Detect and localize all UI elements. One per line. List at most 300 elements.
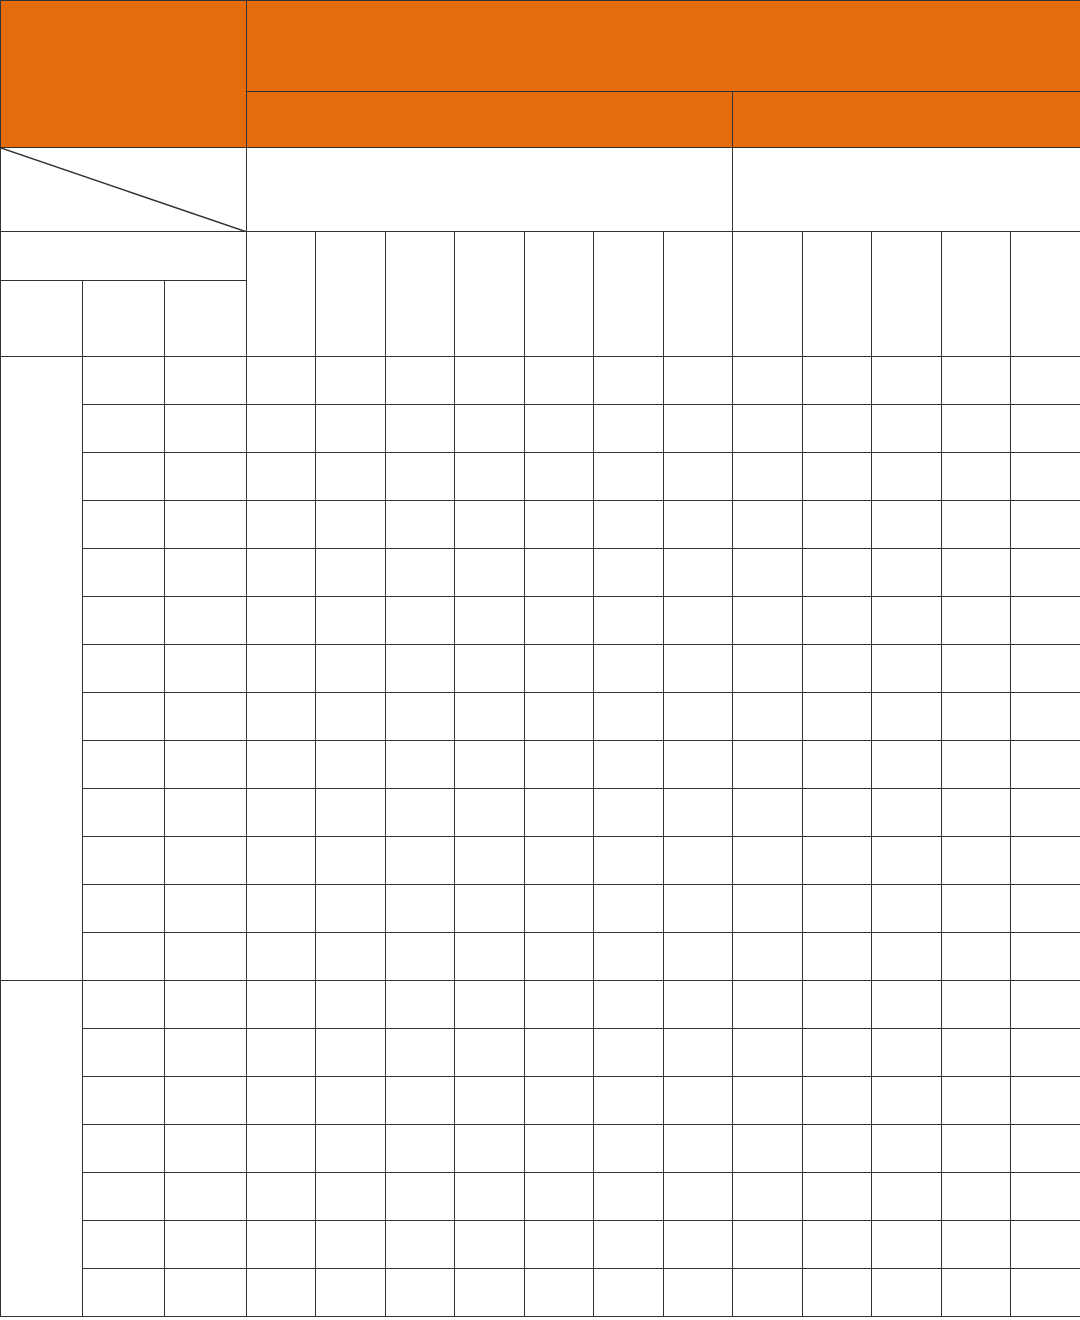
duty-cell: [525, 981, 594, 1029]
duty-cell: [942, 741, 1011, 789]
duty-cell: [316, 693, 386, 741]
staff-name: [733, 232, 803, 357]
duty-cell: [525, 741, 594, 789]
duty-cell: [803, 549, 872, 597]
duty-cell: [733, 693, 803, 741]
duty-cell: [525, 357, 594, 405]
duty-cell: [1011, 645, 1080, 693]
office-name-quality: [733, 92, 1080, 148]
staff-name-char: [455, 275, 524, 310]
duty-cell: [247, 549, 316, 597]
duty-cell: [455, 789, 525, 837]
duty-cell: [942, 789, 1011, 837]
weekday-cell: [165, 789, 247, 837]
staff-name-char: [942, 240, 1010, 275]
duty-cell: [455, 1077, 525, 1125]
duty-cell: [1011, 741, 1080, 789]
duty-cell: [942, 693, 1011, 741]
staff-name-char: [664, 310, 732, 345]
duty-cell: [594, 933, 664, 981]
duty-cell: [664, 1221, 733, 1269]
table-row: [1, 981, 1080, 1029]
duty-cell: [316, 1221, 386, 1269]
duty-cell: [316, 1125, 386, 1173]
day-label: [83, 281, 165, 357]
duty-cell: [386, 693, 455, 741]
duty-cell: [803, 645, 872, 693]
day-cell: [83, 837, 165, 885]
duty-cell: [525, 597, 594, 645]
table-row: [1, 1173, 1080, 1221]
table-row: [1, 789, 1080, 837]
staff-name-char: [1011, 310, 1080, 345]
duty-cell: [455, 885, 525, 933]
duty-cell: [803, 981, 872, 1029]
duty-cell: [386, 1269, 455, 1317]
duty-cell: [247, 357, 316, 405]
duty-cell: [872, 1125, 942, 1173]
duty-cell: [247, 453, 316, 501]
duty-cell: [872, 741, 942, 789]
name-label: [1, 232, 247, 281]
duty-cell: [594, 453, 664, 501]
day-cell: [83, 1269, 165, 1317]
staff-name-char: [872, 310, 941, 345]
duty-cell: [247, 789, 316, 837]
duty-cell: [594, 405, 664, 453]
duty-cell: [872, 933, 942, 981]
day-cell: [83, 789, 165, 837]
duty-cell: [594, 693, 664, 741]
duty-cell: [386, 741, 455, 789]
table-row: [1, 597, 1080, 645]
duty-cell: [455, 1221, 525, 1269]
duty-cell: [664, 837, 733, 885]
duty-cell: [455, 741, 525, 789]
table-row: [1, 405, 1080, 453]
staff-name-char: [872, 275, 941, 310]
duty-cell: [1011, 1077, 1080, 1125]
duty-cell: [525, 1077, 594, 1125]
duty-cell: [1011, 357, 1080, 405]
duty-cell: [872, 885, 942, 933]
staff-name-char: [455, 310, 524, 345]
duty-cell: [733, 1221, 803, 1269]
weekday-cell: [165, 645, 247, 693]
duty-cell: [803, 1221, 872, 1269]
weekday-cell: [165, 357, 247, 405]
duty-cell: [455, 1125, 525, 1173]
staff-name-char: [1011, 275, 1080, 310]
staff-name-char: [733, 275, 802, 310]
duty-cell: [594, 1125, 664, 1173]
duty-cell: [316, 549, 386, 597]
staff-name-char: [594, 275, 663, 310]
duty-cell: [733, 837, 803, 885]
table-row: [1, 741, 1080, 789]
office-name-project: [247, 92, 733, 148]
duty-cell: [525, 933, 594, 981]
duty-cell: [664, 357, 733, 405]
staff-name-char: [525, 275, 593, 310]
duty-cell: [872, 789, 942, 837]
duty-cell: [316, 981, 386, 1029]
duty-cell: [942, 501, 1011, 549]
duty-cell: [664, 645, 733, 693]
month-cell: [1, 357, 83, 981]
duty-cell: [316, 501, 386, 549]
duty-cell: [525, 1173, 594, 1221]
duty-cell: [872, 453, 942, 501]
staff-name-char: [803, 310, 871, 345]
day-cell: [83, 357, 165, 405]
duty-cell: [733, 1125, 803, 1173]
duty-cell: [525, 885, 594, 933]
duty-cell: [942, 597, 1011, 645]
duty-cell: [1011, 1125, 1080, 1173]
duty-cell: [664, 693, 733, 741]
table-row: [1, 693, 1080, 741]
duty-cell: [316, 933, 386, 981]
table-row: [1, 933, 1080, 981]
duty-cell: [803, 837, 872, 885]
duty-cell: [386, 645, 455, 693]
duty-cell: [594, 1029, 664, 1077]
staff-name-char: [316, 310, 385, 345]
table-row: [1, 885, 1080, 933]
staff-name-char: [594, 240, 663, 275]
duty-cell: [386, 1077, 455, 1125]
diagonal-divider: [1, 148, 247, 232]
day-cell: [83, 693, 165, 741]
duty-cell: [525, 1269, 594, 1317]
duty-cell: [664, 1125, 733, 1173]
duty-cell: [803, 453, 872, 501]
weekday-cell: [165, 1269, 247, 1317]
duty-cell: [872, 645, 942, 693]
duty-cell: [942, 549, 1011, 597]
duty-cell: [1011, 933, 1080, 981]
duty-cell: [664, 405, 733, 453]
duty-cell: [386, 405, 455, 453]
duty-cell: [247, 1077, 316, 1125]
duty-cell: [872, 1077, 942, 1125]
duty-cell: [316, 645, 386, 693]
day-cell: [83, 1077, 165, 1125]
duty-cell: [733, 357, 803, 405]
month-cell: [1, 981, 83, 1317]
location-phone-header: [1, 148, 247, 232]
duty-cell: [525, 1221, 594, 1269]
duty-cell: [525, 501, 594, 549]
duty-cell: [247, 885, 316, 933]
month-label: [1, 281, 83, 357]
duty-cell: [664, 885, 733, 933]
duty-cell: [1011, 1029, 1080, 1077]
duty-cell: [455, 453, 525, 501]
duty-cell: [733, 1269, 803, 1317]
duty-cell: [664, 1029, 733, 1077]
duty-cell: [942, 837, 1011, 885]
day-cell: [83, 1173, 165, 1221]
duty-cell: [594, 597, 664, 645]
staff-name-char: [872, 240, 941, 275]
duty-cell: [1011, 885, 1080, 933]
duty-cell: [803, 885, 872, 933]
weekday-cell: [165, 837, 247, 885]
duty-cell: [386, 501, 455, 549]
duty-cell: [247, 1269, 316, 1317]
duty-cell: [316, 1173, 386, 1221]
duty-cell: [664, 933, 733, 981]
staff-name-char: [525, 240, 593, 275]
duty-cell: [594, 501, 664, 549]
duty-cell: [247, 981, 316, 1029]
duty-cell: [386, 981, 455, 1029]
duty-cell: [386, 453, 455, 501]
duty-cell: [942, 1125, 1011, 1173]
duty-cell: [733, 741, 803, 789]
duty-cell: [872, 693, 942, 741]
duty-cell: [386, 357, 455, 405]
duty-cell: [942, 357, 1011, 405]
duty-cell: [942, 1221, 1011, 1269]
duty-cell: [942, 933, 1011, 981]
day-cell: [83, 981, 165, 1029]
duty-cell: [872, 597, 942, 645]
duty-cell: [1011, 453, 1080, 501]
table-row: [1, 453, 1080, 501]
staff-name-char: [247, 240, 315, 275]
duty-cell: [733, 789, 803, 837]
duty-cell: [733, 885, 803, 933]
duty-cell: [386, 885, 455, 933]
duty-cell: [872, 501, 942, 549]
duty-cell: [803, 1029, 872, 1077]
duty-cell: [594, 645, 664, 693]
weekday-cell: [165, 549, 247, 597]
duty-cell: [247, 741, 316, 789]
staff-name-char: [664, 240, 732, 275]
duty-cell: [594, 1221, 664, 1269]
staff-name: [455, 232, 525, 357]
staff-name: [664, 232, 733, 357]
duty-cell: [594, 549, 664, 597]
duty-cell: [594, 357, 664, 405]
duty-cell: [525, 549, 594, 597]
duty-cell: [872, 1269, 942, 1317]
duty-cell: [664, 501, 733, 549]
duty-cell: [1011, 981, 1080, 1029]
table-row: [1, 1269, 1080, 1317]
weekday-cell: [165, 933, 247, 981]
duty-cell: [455, 1173, 525, 1221]
staff-name-char: [664, 275, 732, 310]
duty-cell: [455, 405, 525, 453]
duty-cell: [386, 1125, 455, 1173]
office-location-quality: [733, 148, 1080, 232]
duty-cell: [316, 1077, 386, 1125]
duty-cell: [247, 1125, 316, 1173]
duty-cell: [664, 1077, 733, 1125]
duty-cell: [247, 645, 316, 693]
duty-cell: [594, 741, 664, 789]
duty-cell: [247, 933, 316, 981]
duty-cell: [247, 693, 316, 741]
duty-cell: [247, 501, 316, 549]
duty-cell: [316, 597, 386, 645]
duty-cell: [455, 1029, 525, 1077]
duty-cell: [386, 789, 455, 837]
table-row: [1, 1077, 1080, 1125]
staff-name-char: [386, 240, 454, 275]
staff-name: [942, 232, 1011, 357]
duty-cell: [942, 453, 1011, 501]
duty-cell: [316, 1269, 386, 1317]
duty-cell: [733, 453, 803, 501]
duty-cell: [386, 1221, 455, 1269]
duty-cell: [664, 1269, 733, 1317]
duty-cell: [455, 549, 525, 597]
duty-cell: [594, 1077, 664, 1125]
duty-cell: [1011, 1269, 1080, 1317]
day-cell: [83, 549, 165, 597]
staff-name-char: [942, 310, 1010, 345]
duty-cell: [316, 885, 386, 933]
duty-cell: [872, 1173, 942, 1221]
duty-cell: [664, 789, 733, 837]
duty-cell: [803, 405, 872, 453]
duty-cell: [733, 933, 803, 981]
weekday-cell: [165, 693, 247, 741]
duty-cell: [386, 933, 455, 981]
duty-cell: [594, 837, 664, 885]
duty-cell: [942, 405, 1011, 453]
duty-cell: [316, 453, 386, 501]
duty-cell: [733, 1077, 803, 1125]
staff-name-char: [1011, 240, 1080, 275]
duty-cell: [455, 645, 525, 693]
staff-name: [1011, 232, 1080, 357]
duty-cell: [664, 549, 733, 597]
staff-name-char: [247, 275, 315, 310]
duty-cell: [1011, 693, 1080, 741]
duty-cell: [1011, 405, 1080, 453]
day-cell: [83, 597, 165, 645]
duty-cell: [455, 693, 525, 741]
weekday-cell: [165, 453, 247, 501]
table-row: [1, 837, 1080, 885]
duty-cell: [316, 837, 386, 885]
duty-cell: [733, 981, 803, 1029]
day-cell: [83, 1029, 165, 1077]
duty-cell: [803, 1125, 872, 1173]
duty-cell: [872, 357, 942, 405]
duty-cell: [872, 405, 942, 453]
duty-cell: [247, 1029, 316, 1077]
duty-cell: [872, 837, 942, 885]
staff-name: [316, 232, 386, 357]
duty-cell: [872, 1029, 942, 1077]
duty-cell: [316, 741, 386, 789]
duty-cell: [1011, 549, 1080, 597]
duty-cell: [455, 597, 525, 645]
staff-name-char: [803, 275, 871, 310]
weekday-cell: [165, 1029, 247, 1077]
staff-name-char: [942, 275, 1010, 310]
duty-cell: [455, 501, 525, 549]
weekday-cell: [165, 1221, 247, 1269]
duty-cell: [664, 741, 733, 789]
staff-name-char: [594, 310, 663, 345]
duty-cell: [942, 1077, 1011, 1125]
duty-cell: [525, 645, 594, 693]
duty-cell: [594, 1173, 664, 1221]
day-cell: [83, 1125, 165, 1173]
duty-cell: [803, 693, 872, 741]
duty-cell: [247, 837, 316, 885]
duty-cell: [525, 1125, 594, 1173]
duty-cell: [455, 1269, 525, 1317]
staff-name: [803, 232, 872, 357]
weekday-cell: [165, 981, 247, 1029]
duty-cell: [803, 1077, 872, 1125]
staff-name-char: [525, 310, 593, 345]
duty-cell: [872, 981, 942, 1029]
duty-cell: [803, 501, 872, 549]
duty-cell: [872, 1221, 942, 1269]
weekday-cell: [165, 597, 247, 645]
duty-cell: [316, 1029, 386, 1077]
duty-cell: [525, 405, 594, 453]
duty-cell: [942, 1029, 1011, 1077]
staff-name: [386, 232, 455, 357]
duty-cell: [247, 1221, 316, 1269]
table-row: [1, 501, 1080, 549]
department-label: [1, 1, 247, 148]
table-row: [1, 1029, 1080, 1077]
duty-cell: [803, 1269, 872, 1317]
staff-name-char: [803, 240, 871, 275]
duty-cell: [733, 1173, 803, 1221]
duty-cell: [455, 837, 525, 885]
staff-name: [247, 232, 316, 357]
staff-name-char: [316, 240, 385, 275]
duty-cell: [1011, 837, 1080, 885]
weekday-cell: [165, 1173, 247, 1221]
staff-name: [594, 232, 664, 357]
duty-cell: [386, 837, 455, 885]
duty-cell: [803, 597, 872, 645]
duty-cell: [803, 933, 872, 981]
staff-name-char: [733, 310, 802, 345]
staff-name-char: [386, 275, 454, 310]
day-cell: [83, 645, 165, 693]
duty-cell: [386, 597, 455, 645]
duty-cell: [803, 357, 872, 405]
duty-cell: [525, 693, 594, 741]
duty-cell: [942, 1173, 1011, 1221]
office-location-project: [247, 148, 733, 232]
duty-cell: [594, 885, 664, 933]
org-title: [247, 1, 1080, 92]
duty-cell: [942, 645, 1011, 693]
table-row: [1, 1221, 1080, 1269]
duty-cell: [525, 837, 594, 885]
duty-cell: [316, 357, 386, 405]
duty-cell: [664, 981, 733, 1029]
duty-cell: [1011, 1221, 1080, 1269]
